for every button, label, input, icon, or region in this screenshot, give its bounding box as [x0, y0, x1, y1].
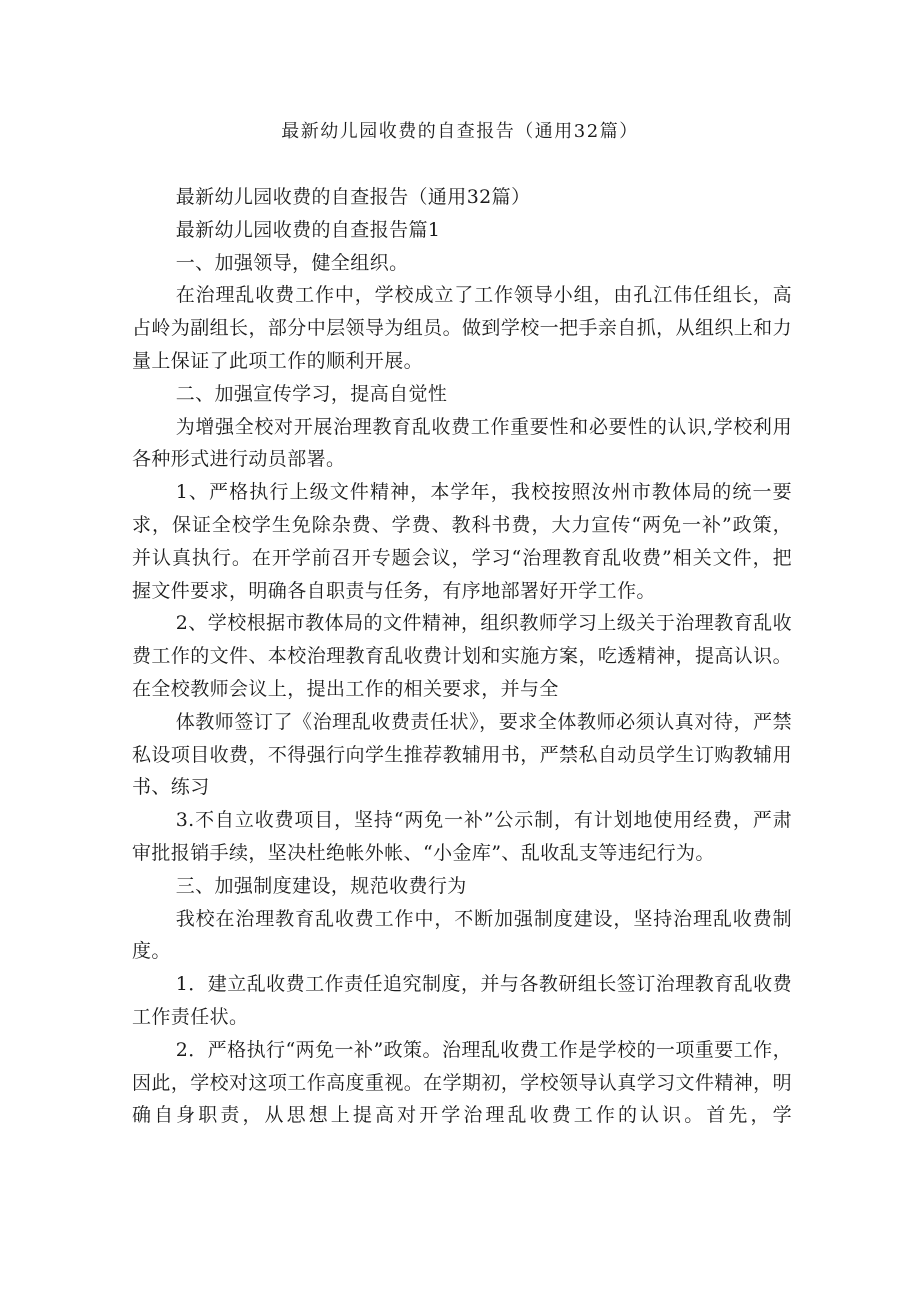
- paragraph: 2、学校根据市教体局的文件精神，组织教师学习上级关于治理教育乱收费工作的文件、本校治理教育乱收费计划和实施方案，吃透精神，提高认识。在全校教师会议上，提出工作的相关要求，并与全: [132, 612, 792, 700]
- paragraph: 1．建立乱收费工作责任追究制度，并与各教研组长签订治理教育乱收费工作责任状。: [132, 973, 792, 1028]
- paragraph: 最新幼儿园收费的自查报告（通用32篇）: [175, 186, 531, 208]
- section-heading: 二、加强宣传学习，提高自觉性: [175, 382, 448, 405]
- paragraph: 3.不自立收费项目，坚持“两免一补”公示制，有计划地使用经费，严肃审批报销手续，坚决杜绝帐外帐、“小金库”、乱收乱支等违纪行为。: [132, 809, 792, 864]
- paragraph: 我校在治理教育乱收费工作中，不断加强制度建设，坚持治理乱收费制度。: [132, 907, 792, 963]
- paragraph: 1、严格执行上级文件精神，本学年，我校按照汝州市教体局的统一要求，保证全校学生免除杂费、学费、教科书费，大力宣传“两免一补”政策，并认真执行。在开学前召开专题会议，学习“治理教育乱收费”相关文件，把握文件要求，明确各自职责与任务，有序地部署好开学工作。: [132, 481, 792, 602]
- document-title: 最新幼儿园收费的自查报告（通用32篇）: [281, 121, 639, 142]
- paragraph: 最新幼儿园收费的自查报告篇1: [175, 218, 441, 241]
- paragraph: 为增强全校对开展治理教育乱收费工作重要性和必要性的认识,学校利用各种形式进行动员部署。: [132, 415, 792, 471]
- section-heading: 三、加强制度建设，规范收费行为: [175, 874, 467, 897]
- paragraph: 在治理乱收费工作中，学校成立了工作领导小组，由孔江伟任组长，高占岭为副组长，部分中层领导为组员。做到学校一把手亲自抓，从组织上和力量上保证了此项工作的顺利开展。: [132, 284, 792, 372]
- section-heading: 一、加强领导，健全组织。: [175, 251, 409, 274]
- paragraph: 2．严格执行“两免一补”政策。治理乱收费工作是学校的一项重要工作，因此，学校对这项工作高度重视。在学期初，学校领导认真学习文件精神，明确自身职责，从思想上提高对开学治理乱收费工作的认识。首先，学: [132, 1038, 792, 1127]
- paragraph: 体教师签订了《治理乱收费责任状》，要求全体教师必须认真对待，严禁私设项目收费，不得强行向学生推荐教辅用书，严禁私自动员学生订购教辅用书、练习: [132, 710, 792, 799]
- document-body: [132, 181, 792, 1132]
